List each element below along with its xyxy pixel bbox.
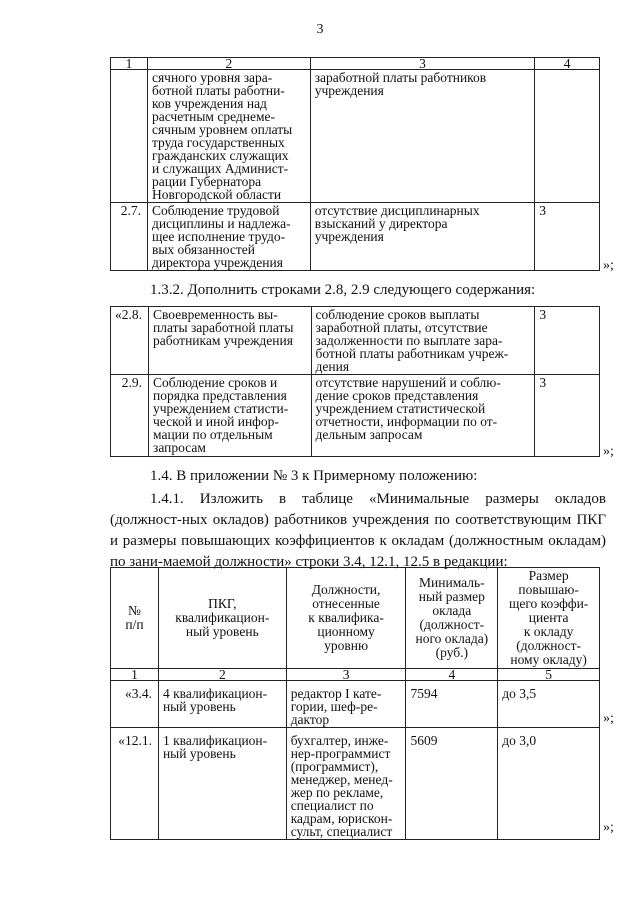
indicator-cell: заработной платы работников учреждения xyxy=(310,70,534,203)
col-number: 1 xyxy=(111,58,148,70)
paragraph-1-4-1: 1.4.1. Изложить в таблице «Минимальные размеры окладов (должност-ных окладов) работников учреждения по соответствующим ПКГ и размеры повышающих коэффициентов к окладам (должностным окладам) по зани-маемой должности» строки 3.4, 12.1, 12.5 в редакции: xyxy=(110,491,606,570)
row-number xyxy=(111,70,148,203)
points-cell: 3 xyxy=(535,203,600,271)
points-cell xyxy=(535,70,600,203)
table-row xyxy=(111,375,600,457)
criterion-cell: Соблюдение трудовой дисциплины и надлежа- щее исполнение трудо- вых обязанностей директора учреждения xyxy=(147,203,310,271)
salary-cell: 5609 xyxy=(406,728,498,840)
table-row xyxy=(111,681,600,728)
points-cell: 3 xyxy=(535,375,600,457)
indicator-cell: отсутствие дисциплинарных взысканий у директора учреждения xyxy=(310,203,534,271)
col-number: 4 xyxy=(406,669,498,681)
col-number: 3 xyxy=(310,58,534,70)
points-cell: 3 xyxy=(535,307,600,375)
pkg-cell: 1 квалификацион- ный уровень xyxy=(158,728,286,840)
col-number: 2 xyxy=(158,669,286,681)
table-row xyxy=(111,70,600,203)
indicator-cell: отсутствие нарушений и соблю- дение сроков представления учреждением статистической отчетности, информации по от- дельным запросам xyxy=(311,375,535,457)
row-number: 2.9. xyxy=(111,375,149,457)
criterion-cell: Соблюдение сроков и порядка представления учреждением статисти- ческой и иной инфор- мации по отдельным запросам xyxy=(149,375,312,457)
col-number: 4 xyxy=(535,58,600,70)
salary-cell: 7594 xyxy=(406,681,498,728)
indicator-cell: соблюдение сроков выплаты заработной платы, отсутствие задолженности по выплате зара- ботной платы работникам учреж- дения xyxy=(311,307,535,375)
row-number: 2.7. xyxy=(111,203,148,271)
table-row xyxy=(111,307,600,375)
closing-quote: »; xyxy=(603,444,614,459)
page-number: 3 xyxy=(316,22,324,37)
header-positions: Должности, отнесенные к квалифика- ционному уровню xyxy=(286,568,406,669)
positions-cell: бухгалтер, инже- нер-программист (программист), менеджер, менед- жер по рекламе, специалист по кадрам, юрискон- сульт, специалист xyxy=(286,728,406,840)
paragraph-1-4: 1.4. В приложении № 3 к Примерному положению: xyxy=(150,468,478,484)
header-number: № п/п xyxy=(111,568,159,669)
col-number: 3 xyxy=(286,669,406,681)
pkg-cell: 4 квалификацион- ный уровень xyxy=(158,681,286,728)
row-number: «12.1. xyxy=(111,728,159,840)
closing-quote: »; xyxy=(603,711,614,726)
column-numbers-row xyxy=(111,669,600,681)
header-row xyxy=(111,568,600,669)
header-min-salary: Минималь- ный размер оклада (должност- ного оклада) (руб.) xyxy=(406,568,498,669)
closing-quote: »; xyxy=(603,258,614,273)
positions-cell: редактор I кате- гории, шеф-ре- дактор xyxy=(286,681,406,728)
criteria-table-added-rows xyxy=(110,306,600,457)
closing-quote: »; xyxy=(603,820,614,835)
criterion-cell: Своевременность вы- платы заработной платы работникам учреждения xyxy=(149,307,312,375)
criteria-table-continued xyxy=(110,57,600,271)
salary-table xyxy=(110,567,600,840)
col-number: 2 xyxy=(147,58,310,70)
coefficient-cell: до 3,5 xyxy=(498,681,600,728)
col-number: 1 xyxy=(111,669,159,681)
header-pkg: ПКГ, квалификацион- ный уровень xyxy=(158,568,286,669)
row-number: «3.4. xyxy=(111,681,159,728)
paragraph-1-3-2: 1.3.2. Дополнить строками 2.8, 2.9 следующего содержания: xyxy=(150,282,536,298)
column-numbers-row xyxy=(111,58,600,70)
table-row xyxy=(111,728,600,840)
row-number: «2.8. xyxy=(111,307,149,375)
coefficient-cell: до 3,0 xyxy=(498,728,600,840)
header-coefficient: Размер повышаю- щего коэффи- циента к окладу (должност- ному окладу) xyxy=(498,568,600,669)
criterion-cell: сячного уровня зара- ботной платы работни- ков учреждения над расчетным среднеме- сячным уровнем оплаты труда государственных гражданских служащих и служащих Админист- рации Губернатора Новгородской области xyxy=(147,70,310,203)
col-number: 5 xyxy=(498,669,600,681)
table-row xyxy=(111,203,600,271)
